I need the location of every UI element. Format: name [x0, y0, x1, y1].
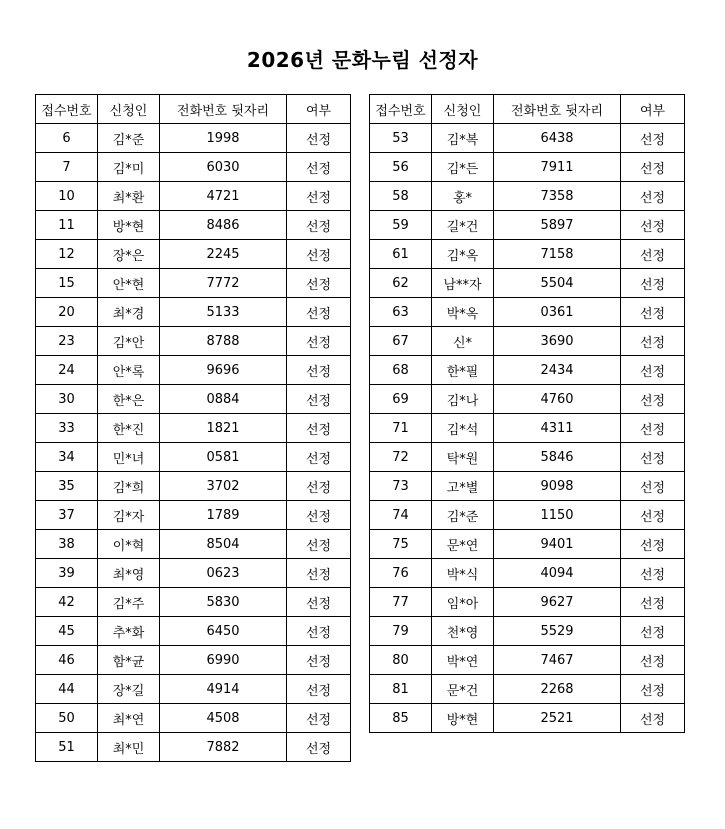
cell-applicant: 고*별 [432, 472, 494, 501]
cell-applicant: 이*혁 [98, 530, 160, 559]
header-applicant: 신청인 [98, 95, 160, 124]
cell-status: 선정 [287, 472, 351, 501]
cell-status: 선정 [621, 530, 685, 559]
cell-application-number: 72 [370, 443, 432, 472]
cell-phone-last-digits: 0623 [160, 559, 287, 588]
cell-applicant: 방*현 [98, 211, 160, 240]
cell-applicant: 장*길 [98, 675, 160, 704]
cell-phone-last-digits: 5133 [160, 298, 287, 327]
cell-application-number: 71 [370, 414, 432, 443]
table-row [36, 588, 351, 617]
cell-status: 선정 [621, 269, 685, 298]
cell-status: 선정 [621, 240, 685, 269]
table-row [36, 269, 351, 298]
cell-phone-last-digits: 0884 [160, 385, 287, 414]
cell-status: 선정 [287, 211, 351, 240]
cell-phone-last-digits: 4094 [494, 559, 621, 588]
cell-status: 선정 [287, 240, 351, 269]
table-row [36, 472, 351, 501]
selection-table-right [369, 94, 685, 733]
cell-phone-last-digits: 6990 [160, 646, 287, 675]
cell-phone-last-digits: 7467 [494, 646, 621, 675]
cell-phone-last-digits: 5846 [494, 443, 621, 472]
cell-phone-last-digits: 2268 [494, 675, 621, 704]
cell-application-number: 33 [36, 414, 98, 443]
table-body-right [370, 124, 685, 733]
cell-applicant: 문*연 [432, 530, 494, 559]
cell-status: 선정 [287, 385, 351, 414]
cell-phone-last-digits: 9627 [494, 588, 621, 617]
cell-phone-last-digits: 8486 [160, 211, 287, 240]
cell-status: 선정 [621, 298, 685, 327]
header-application-number: 접수번호 [36, 95, 98, 124]
cell-phone-last-digits: 5504 [494, 269, 621, 298]
cell-application-number: 38 [36, 530, 98, 559]
cell-status: 선정 [621, 211, 685, 240]
table-row [370, 559, 685, 588]
header-application-number: 접수번호 [370, 95, 432, 124]
cell-phone-last-digits: 3690 [494, 327, 621, 356]
cell-application-number: 44 [36, 675, 98, 704]
cell-status: 선정 [287, 124, 351, 153]
cell-application-number: 62 [370, 269, 432, 298]
table-row [36, 530, 351, 559]
table-row [36, 414, 351, 443]
cell-phone-last-digits: 1150 [494, 501, 621, 530]
cell-applicant: 최*민 [98, 733, 160, 762]
cell-status: 선정 [621, 327, 685, 356]
table-row [36, 675, 351, 704]
table-row [36, 559, 351, 588]
cell-status: 선정 [621, 414, 685, 443]
cell-phone-last-digits: 9401 [494, 530, 621, 559]
cell-status: 선정 [287, 298, 351, 327]
cell-status: 선정 [287, 704, 351, 733]
table-row [370, 385, 685, 414]
page-title: 2026년 문화누림 선정자 [246, 48, 479, 72]
table-row [36, 617, 351, 646]
cell-application-number: 6 [36, 124, 98, 153]
cell-status: 선정 [287, 646, 351, 675]
cell-applicant: 김*주 [98, 588, 160, 617]
cell-application-number: 12 [36, 240, 98, 269]
cell-application-number: 61 [370, 240, 432, 269]
cell-phone-last-digits: 2245 [160, 240, 287, 269]
cell-phone-last-digits: 4914 [160, 675, 287, 704]
table-row [36, 240, 351, 269]
cell-applicant: 장*은 [98, 240, 160, 269]
cell-status: 선정 [287, 733, 351, 762]
cell-phone-last-digits: 7358 [494, 182, 621, 211]
table-row [370, 501, 685, 530]
cell-status: 선정 [621, 501, 685, 530]
cell-phone-last-digits: 7911 [494, 153, 621, 182]
table-row [370, 211, 685, 240]
table-header-row [370, 95, 685, 124]
cell-application-number: 24 [36, 356, 98, 385]
cell-status: 선정 [621, 704, 685, 733]
cell-applicant: 김*준 [432, 501, 494, 530]
cell-application-number: 15 [36, 269, 98, 298]
table-row [36, 182, 351, 211]
cell-phone-last-digits: 6450 [160, 617, 287, 646]
cell-applicant: 김*나 [432, 385, 494, 414]
cell-status: 선정 [287, 617, 351, 646]
cell-status: 선정 [287, 501, 351, 530]
cell-applicant: 김*준 [98, 124, 160, 153]
cell-status: 선정 [621, 559, 685, 588]
cell-status: 선정 [287, 182, 351, 211]
cell-application-number: 74 [370, 501, 432, 530]
table-row [36, 356, 351, 385]
cell-status: 선정 [287, 269, 351, 298]
cell-application-number: 69 [370, 385, 432, 414]
cell-phone-last-digits: 8504 [160, 530, 287, 559]
cell-applicant: 박*옥 [432, 298, 494, 327]
cell-status: 선정 [621, 153, 685, 182]
cell-application-number: 30 [36, 385, 98, 414]
table-row [370, 327, 685, 356]
table-row [370, 414, 685, 443]
cell-application-number: 59 [370, 211, 432, 240]
table-row [370, 704, 685, 733]
cell-phone-last-digits: 4721 [160, 182, 287, 211]
table-row [370, 240, 685, 269]
cell-applicant: 안*현 [98, 269, 160, 298]
cell-status: 선정 [287, 443, 351, 472]
table-row [36, 124, 351, 153]
cell-phone-last-digits: 4508 [160, 704, 287, 733]
header-status: 여부 [287, 95, 351, 124]
cell-applicant: 김*미 [98, 153, 160, 182]
cell-application-number: 46 [36, 646, 98, 675]
cell-applicant: 안*록 [98, 356, 160, 385]
cell-applicant: 김*옥 [432, 240, 494, 269]
cell-application-number: 34 [36, 443, 98, 472]
cell-status: 선정 [287, 588, 351, 617]
table-row [36, 298, 351, 327]
cell-status: 선정 [621, 443, 685, 472]
cell-phone-last-digits: 1789 [160, 501, 287, 530]
cell-phone-last-digits: 2521 [494, 704, 621, 733]
cell-application-number: 53 [370, 124, 432, 153]
cell-application-number: 76 [370, 559, 432, 588]
cell-application-number: 75 [370, 530, 432, 559]
cell-status: 선정 [287, 530, 351, 559]
cell-application-number: 39 [36, 559, 98, 588]
cell-application-number: 11 [36, 211, 98, 240]
table-row [370, 675, 685, 704]
table-row [370, 182, 685, 211]
cell-application-number: 23 [36, 327, 98, 356]
cell-application-number: 63 [370, 298, 432, 327]
header-phone-last-digits: 전화번호 뒷자리 [160, 95, 287, 124]
cell-applicant: 김*든 [432, 153, 494, 182]
cell-status: 선정 [287, 153, 351, 182]
cell-applicant: 박*식 [432, 559, 494, 588]
cell-application-number: 79 [370, 617, 432, 646]
cell-applicant: 길*건 [432, 211, 494, 240]
table-row [370, 153, 685, 182]
cell-phone-last-digits: 3702 [160, 472, 287, 501]
cell-applicant: 김*희 [98, 472, 160, 501]
table-row [370, 443, 685, 472]
table-row [36, 211, 351, 240]
cell-phone-last-digits: 7772 [160, 269, 287, 298]
table-row [36, 704, 351, 733]
cell-applicant: 임*아 [432, 588, 494, 617]
cell-phone-last-digits: 9696 [160, 356, 287, 385]
cell-application-number: 68 [370, 356, 432, 385]
cell-application-number: 50 [36, 704, 98, 733]
cell-applicant: 한*진 [98, 414, 160, 443]
cell-applicant: 탁*원 [432, 443, 494, 472]
cell-phone-last-digits: 5897 [494, 211, 621, 240]
cell-phone-last-digits: 8788 [160, 327, 287, 356]
cell-applicant: 김*안 [98, 327, 160, 356]
table-row [370, 472, 685, 501]
cell-applicant: 최*연 [98, 704, 160, 733]
table-row [370, 617, 685, 646]
cell-applicant: 김*복 [432, 124, 494, 153]
table-row [36, 501, 351, 530]
table-row [36, 385, 351, 414]
cell-status: 선정 [621, 124, 685, 153]
cell-phone-last-digits: 9098 [494, 472, 621, 501]
cell-status: 선정 [621, 617, 685, 646]
cell-phone-last-digits: 5830 [160, 588, 287, 617]
cell-status: 선정 [287, 675, 351, 704]
cell-status: 선정 [621, 675, 685, 704]
cell-application-number: 81 [370, 675, 432, 704]
cell-status: 선정 [287, 356, 351, 385]
cell-phone-last-digits: 0581 [160, 443, 287, 472]
header-applicant: 신청인 [432, 95, 494, 124]
cell-applicant: 김*자 [98, 501, 160, 530]
table-row [370, 269, 685, 298]
cell-applicant: 문*건 [432, 675, 494, 704]
selection-table-left [35, 94, 351, 762]
table-row [370, 298, 685, 327]
cell-phone-last-digits: 5529 [494, 617, 621, 646]
table-row [370, 356, 685, 385]
cell-phone-last-digits: 6030 [160, 153, 287, 182]
cell-phone-last-digits: 4311 [494, 414, 621, 443]
cell-application-number: 58 [370, 182, 432, 211]
cell-status: 선정 [287, 327, 351, 356]
cell-status: 선정 [621, 588, 685, 617]
cell-phone-last-digits: 4760 [494, 385, 621, 414]
table-row [370, 588, 685, 617]
cell-status: 선정 [621, 472, 685, 501]
table-header-row [36, 95, 351, 124]
cell-applicant: 최*영 [98, 559, 160, 588]
cell-applicant: 홍* [432, 182, 494, 211]
cell-application-number: 80 [370, 646, 432, 675]
table-body-left [36, 124, 351, 762]
cell-phone-last-digits: 2434 [494, 356, 621, 385]
table-row [370, 124, 685, 153]
cell-status: 선정 [621, 356, 685, 385]
cell-applicant: 남**자 [432, 269, 494, 298]
cell-application-number: 20 [36, 298, 98, 327]
cell-applicant: 방*현 [432, 704, 494, 733]
cell-application-number: 45 [36, 617, 98, 646]
table-row [36, 327, 351, 356]
cell-application-number: 67 [370, 327, 432, 356]
cell-phone-last-digits: 1821 [160, 414, 287, 443]
cell-applicant: 추*화 [98, 617, 160, 646]
cell-applicant: 한*은 [98, 385, 160, 414]
cell-application-number: 51 [36, 733, 98, 762]
cell-status: 선정 [287, 559, 351, 588]
cell-applicant: 천*영 [432, 617, 494, 646]
cell-phone-last-digits: 7882 [160, 733, 287, 762]
cell-application-number: 7 [36, 153, 98, 182]
header-status: 여부 [621, 95, 685, 124]
cell-application-number: 73 [370, 472, 432, 501]
cell-phone-last-digits: 7158 [494, 240, 621, 269]
cell-application-number: 56 [370, 153, 432, 182]
cell-status: 선정 [621, 182, 685, 211]
cell-application-number: 42 [36, 588, 98, 617]
table-row [36, 443, 351, 472]
cell-applicant: 최*환 [98, 182, 160, 211]
cell-status: 선정 [287, 414, 351, 443]
cell-applicant: 최*경 [98, 298, 160, 327]
cell-phone-last-digits: 0361 [494, 298, 621, 327]
table-row [370, 646, 685, 675]
table-row [36, 153, 351, 182]
cell-applicant: 민*녀 [98, 443, 160, 472]
cell-applicant: 신* [432, 327, 494, 356]
cell-application-number: 37 [36, 501, 98, 530]
cell-applicant: 함*균 [98, 646, 160, 675]
cell-applicant: 한*필 [432, 356, 494, 385]
cell-applicant: 김*석 [432, 414, 494, 443]
header-phone-last-digits: 전화번호 뒷자리 [494, 95, 621, 124]
cell-phone-last-digits: 6438 [494, 124, 621, 153]
cell-application-number: 85 [370, 704, 432, 733]
table-row [36, 733, 351, 762]
cell-phone-last-digits: 1998 [160, 124, 287, 153]
cell-status: 선정 [621, 385, 685, 414]
cell-application-number: 77 [370, 588, 432, 617]
cell-applicant: 박*연 [432, 646, 494, 675]
table-row [370, 530, 685, 559]
cell-application-number: 10 [36, 182, 98, 211]
table-row [36, 646, 351, 675]
cell-status: 선정 [621, 646, 685, 675]
cell-application-number: 35 [36, 472, 98, 501]
